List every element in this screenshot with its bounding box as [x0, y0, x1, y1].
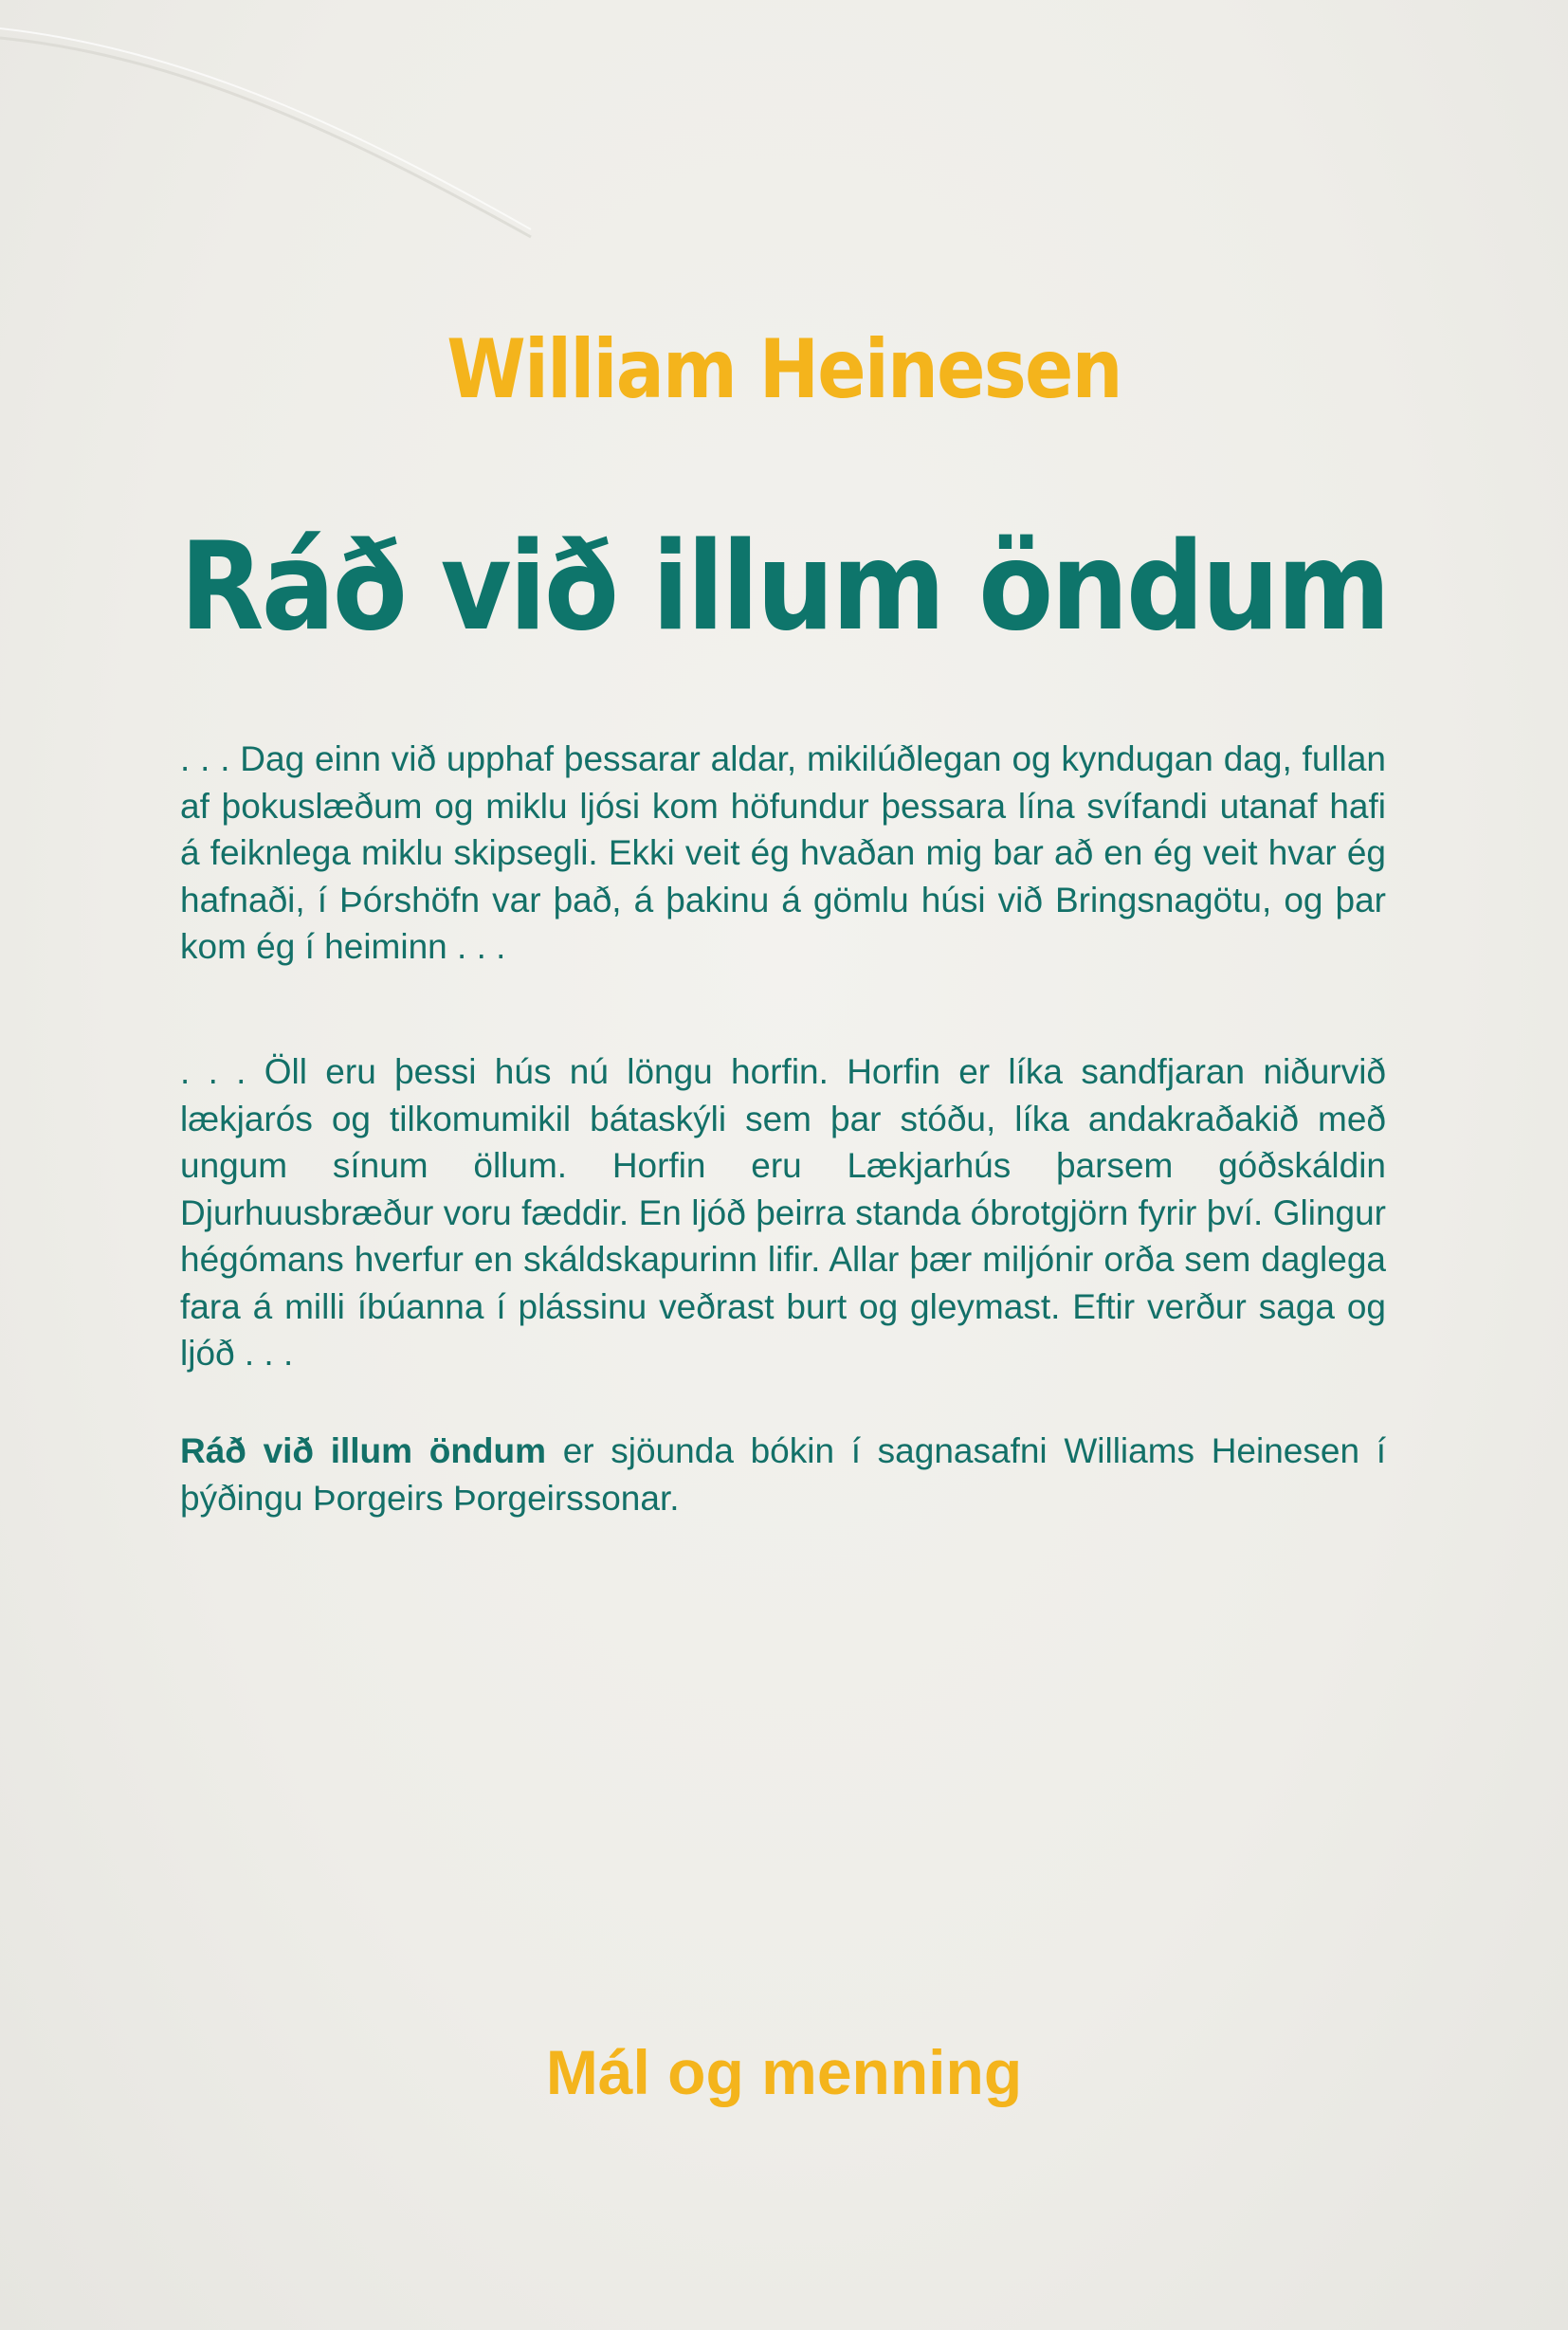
- excerpt-paragraph-2: . . . Öll eru þessi hús nú löngu horfin. Horfin er líka sandfjaran niðurvið lækjarós og tilkomumikil bátaskýli sem þar stóðu, líka andakraðakið með ungum sínum öllum. Horfin eru Lækjarhús þarsem góðskáldin Djurhuusbræður voru fæddir. En ljóð þeirra standa óbrotgjörn fyrir því. Glingur hégómans hverfur en skáldskapurinn lifir. Allar þær miljónir orða sem daglega fara á milli íbúanna í plássinu veðrast burt og gleymast. Eftir verður saga og ljóð . . .: [180, 1052, 1386, 1373]
- book-title: Ráð við illum öndum: [179, 517, 1389, 658]
- author-name: William Heinesen: [447, 322, 1121, 417]
- series-note-paragraph: [180, 1428, 1386, 1521]
- excerpt-paragraph-1: . . . Dag einn við upphaf þessarar aldar, mikilúðlegan og kyndugan dag, fullan af þokuslæðum og miklu ljósi kom höfundur þessara lína svífandi utanaf hafi á feiknlega miklu skipsegli. Ekki veit ég hvaðan mig bar að en ég veit hvar ég hafnaði, í Þórshöfn var það, á þakinu á gömlu húsi við Bringsnagötu, og þar kom ég í heiminn . . .: [180, 739, 1386, 966]
- paper-crease-mark: [0, 0, 569, 246]
- series-note-text: er sjöunda bókin í sagnasafni Williams Heinesen í þýðingu Þorgeirs Þorgeirssonar.: [180, 1431, 1386, 1518]
- publisher-name: Mál og menning: [545, 2037, 1023, 2107]
- series-note-book-title: Ráð við illum öndum: [180, 1431, 547, 1470]
